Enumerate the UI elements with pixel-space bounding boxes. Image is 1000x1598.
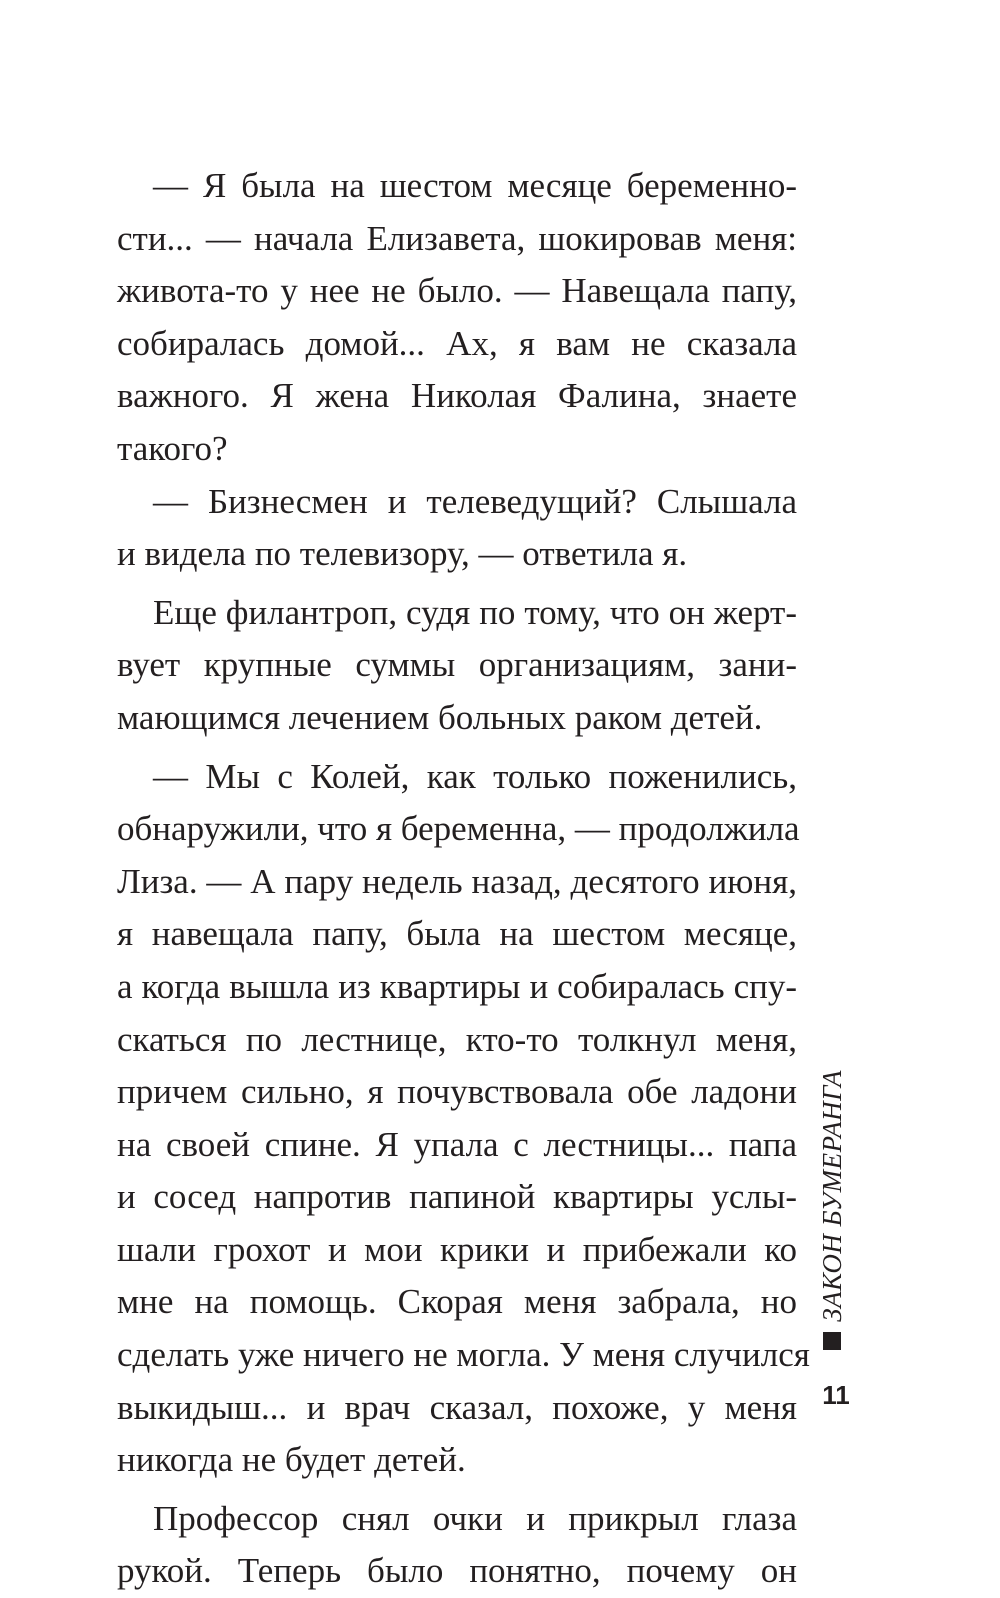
running-title-text: ЗАКОН БУМЕРАНГА <box>816 1070 847 1322</box>
page-number: 11 <box>822 1380 850 1410</box>
text-line: сти... — начала Елизавета, шокировав меня: <box>117 218 797 258</box>
text-line: сделать уже ничего не могла. У меня случился <box>117 1335 810 1375</box>
text-line: — Я была на шестом месяце беременно- <box>153 166 797 205</box>
text-line: никогда не будет детей. <box>117 1440 466 1480</box>
text-line: обнаружили, что я беременна, — продолжила <box>117 809 800 849</box>
text-line: — Бизнесмен и телеведущий? Слышала <box>153 481 797 521</box>
text-line: Еще филантроп, судя по тому, что он жерт- <box>153 592 797 632</box>
text-line: мне на помощь. Скорая меня забрала, но <box>117 1282 797 1322</box>
text-line: и видела по телевизору, — ответила я. <box>117 534 688 574</box>
text-line: и сосед напротив папиной квартиры услы- <box>117 1177 797 1217</box>
text-line: причем сильно, я почувствовала обе ладони <box>117 1072 797 1112</box>
text-line: мающимся лечением больных раком детей. <box>117 697 763 737</box>
body-text <box>117 160 810 1598</box>
text-line: выкидыш... и врач сказал, похоже, у меня <box>117 1387 797 1427</box>
text-line: Профессор снял очки и прикрыл глаза <box>153 1498 797 1538</box>
text-line: Лиза. — А пару недель назад, десятого июня, <box>117 861 797 901</box>
text-line: — Мы с Колей, как только поженились, <box>153 756 797 796</box>
text-line: шали грохот и мои крики и прибежали ко <box>117 1229 797 1269</box>
text-line: рукой. Теперь было понятно, почему он <box>117 1551 797 1591</box>
text-line: скаться по лестнице, кто-то толкнул меня, <box>117 1019 797 1059</box>
text-line: собиралась домой... Ах, я вам не сказала <box>117 323 797 363</box>
text-line: важного. Я жена Николая Фалина, знаете <box>117 376 797 416</box>
text-line: живота-то у нее не было. — Навещала папу, <box>117 271 797 311</box>
text-line: на своей спине. Я упала с лестницы... папа <box>117 1124 797 1164</box>
text-line: а когда вышла из квартиры и собиралась спу- <box>117 966 797 1006</box>
square-bullet-icon <box>823 1332 841 1350</box>
text-line: такого? <box>117 428 228 468</box>
text-line: я навещала папу, была на шестом месяце, <box>117 914 797 954</box>
running-title <box>812 1060 852 1350</box>
text-line: вует крупные суммы организациям, зани- <box>117 645 797 685</box>
